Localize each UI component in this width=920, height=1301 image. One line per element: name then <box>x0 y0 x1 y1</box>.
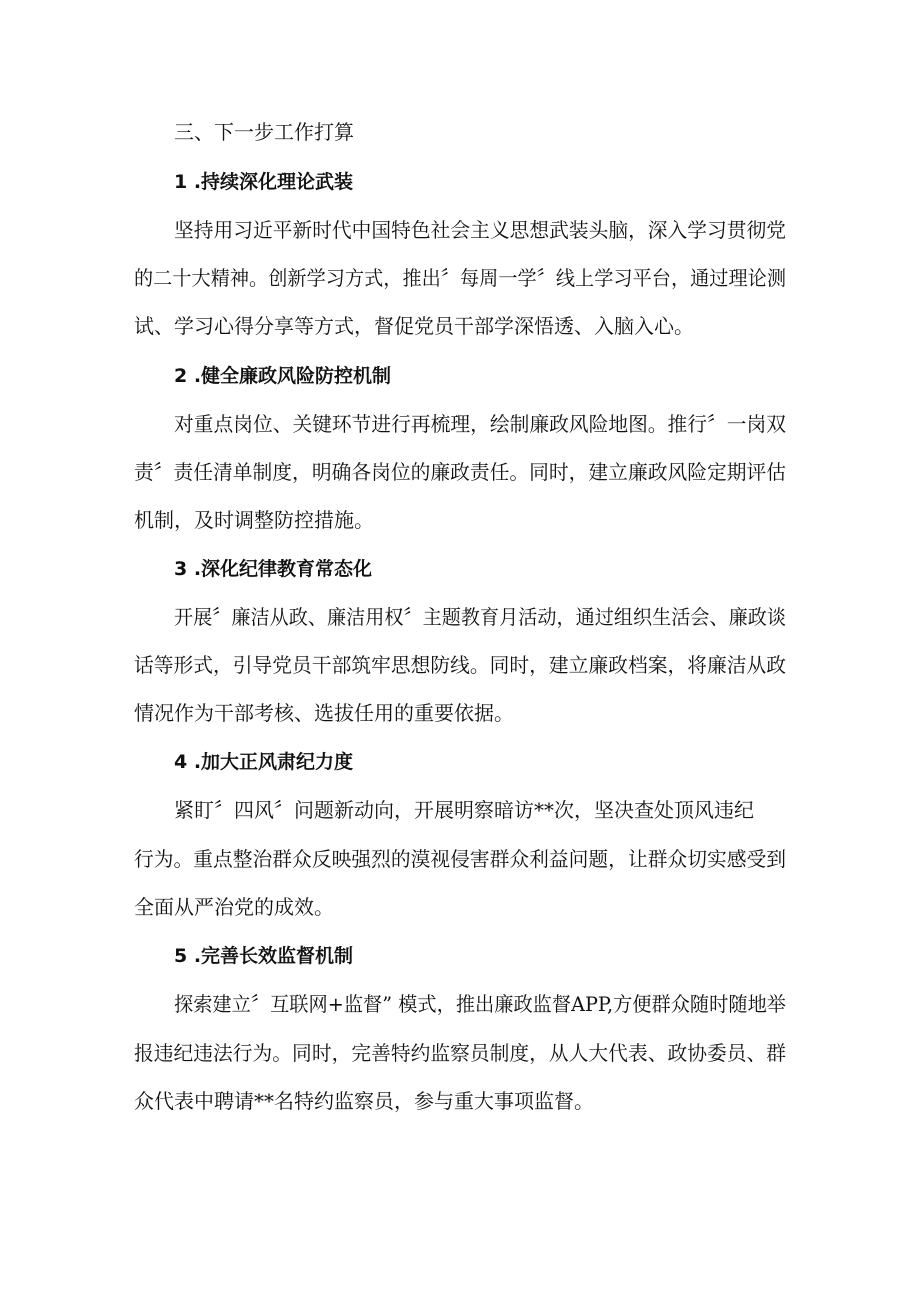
item-2-line-3: 机制，及时调整防控措施。 <box>134 508 374 532</box>
item-2-line-1: 对重点岗位、关键环节进行再梳理，绘制廉政风险地图。推行〞一岗双 <box>174 412 786 436</box>
item-3-line-3: 情况作为干部考核、选拔任用的重要依据。 <box>134 701 514 725</box>
item-5-heading: 5 .完善长效监督机制 <box>174 945 354 967</box>
item-3-line-1: 开展〞廉洁从政、廉洁用权〞主题教育月活动，通过组织生活会、廉政谈 <box>174 605 786 629</box>
item-3-line-2: 话等形式，引导党员干部筑牢思想防线。同时，建立廉政档案，将廉洁从政 <box>134 653 786 677</box>
item-4-line-1: 紧盯〞四风〞问题新动向，开展明察暗访**次，坚决查处顶风违纪 <box>174 798 754 822</box>
item-2-line-2: 责〞责任清单制度，明确各岗位的廉政责任。同时，建立廉政风险定期评估 <box>134 460 786 484</box>
item-1-line-2: 的二十大精神。创新学习方式，推出〞每周一学〞线上学习平台，通过理论测 <box>134 266 786 290</box>
item-5-line-1: 探索建立〞互联网+监督” 模式，推出廉政监督APP,方便群众随时随地举 <box>174 992 787 1016</box>
section-title: 三、下一步工作打算 <box>174 120 354 144</box>
item-4-line-3: 全面从严治党的成效。 <box>134 895 334 919</box>
item-4-line-2: 行为。重点整治群众反映强烈的漠视侵害群众利益问题，让群众切实感受到 <box>134 847 786 871</box>
item-4-heading: 4 .加大正风肃纪力度 <box>174 751 354 773</box>
item-5-line-3: 众代表中聘请**名特约监察员，参与重大事项监督。 <box>134 1089 594 1113</box>
item-1-line-3: 试、学习心得分享等方式，督促党员干部学深悟透、入脑入心。 <box>134 314 694 338</box>
item-1-line-1: 坚持用习近平新时代中国特色社会主义思想武装头脑，深入学习贯彻党 <box>174 218 786 242</box>
item-1-heading: 1 .持续深化理论武装 <box>174 171 354 193</box>
item-5-line-2: 报违纪违法行为。同时，完善特约监察员制度，从人大代表、政协委员、群 <box>134 1041 786 1065</box>
item-3-heading: 3 .深化纪律教育常态化 <box>174 558 373 580</box>
item-2-heading: 2 .健全廉政风险防控机制 <box>174 365 392 387</box>
